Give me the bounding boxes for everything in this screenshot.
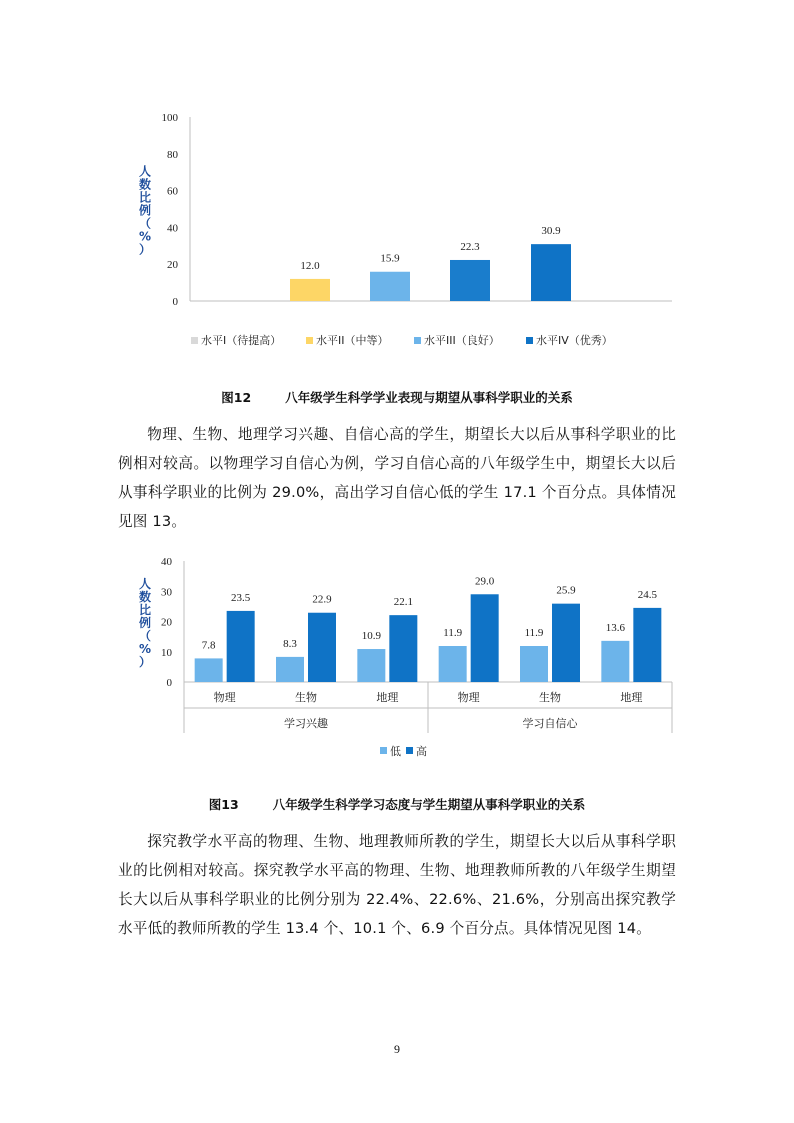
y-axis-label-char: 比 xyxy=(138,603,152,617)
bar xyxy=(195,658,223,682)
legend-item xyxy=(380,745,401,758)
y-axis-label-char: % xyxy=(138,229,152,244)
y-tick-label: 100 xyxy=(161,112,178,124)
y-axis-label-char: 人 xyxy=(138,164,152,179)
bar-value-label: 29.0 xyxy=(475,575,495,588)
legend xyxy=(191,333,613,347)
bar xyxy=(531,244,571,301)
x-tick-label: 地理 xyxy=(620,691,643,704)
legend-swatch xyxy=(306,337,313,344)
bar-value-label: 13.6 xyxy=(605,621,625,634)
legend-item xyxy=(406,744,427,758)
x-tick-label: 物理 xyxy=(457,691,480,704)
x-tick-label: 地理 xyxy=(376,691,399,704)
legend-label: 水平II（中等） xyxy=(316,334,389,347)
bar xyxy=(439,646,467,682)
legend-item xyxy=(191,333,281,347)
y-axis-label-char: ） xyxy=(138,242,152,257)
bar xyxy=(450,260,490,301)
figure13-title: 八年级学生科学学习态度与学生期望从事科学职业的关系 xyxy=(272,797,586,812)
bar-value-label: 10.9 xyxy=(361,630,381,643)
bar xyxy=(357,649,385,682)
bar-value-label: 25.9 xyxy=(556,584,576,597)
figure12-title: 八年级学生科学学业表现与期望从事科学职业的关系 xyxy=(285,390,573,405)
y-tick-label: 0 xyxy=(172,296,178,308)
bar xyxy=(633,608,661,682)
y-tick-label: 0 xyxy=(166,677,172,689)
figure13-number: 图13 xyxy=(208,797,239,812)
x-tick-label: 生物 xyxy=(295,691,317,704)
y-axis-label-char: 例 xyxy=(138,616,152,630)
figure12-number: 图12 xyxy=(221,390,252,405)
legend-label: 低 xyxy=(390,745,401,758)
bar-value-label: 30.9 xyxy=(541,225,561,238)
legend-item xyxy=(306,333,389,347)
legend-item xyxy=(526,333,613,347)
bar xyxy=(520,646,548,682)
y-tick-label: 40 xyxy=(167,222,178,235)
bar-value-label: 7.8 xyxy=(201,639,216,652)
x-group-label: 学习兴趣 xyxy=(284,717,328,730)
figure12-caption xyxy=(0,388,794,406)
bar xyxy=(601,641,629,682)
bar-value-label: 22.9 xyxy=(312,593,332,606)
legend-swatch xyxy=(526,337,533,344)
x-tick-label: 物理 xyxy=(213,691,236,704)
paragraph-1: 物理、生物、地理学习兴趣、自信心高的学生，期望长大以后从事科学职业的比例相对较高。以物理学习自信心为例，学习自信心高的八年级学生中，期望长大以后从事科学职业的比例为 29.0%，高出学习自信心低的学生 17.1 个百分点。具体情况见图 13。 xyxy=(118,426,676,530)
legend-label: 水平III（良好） xyxy=(424,334,500,347)
figure12-chart xyxy=(0,100,794,365)
bar-value-label: 24.5 xyxy=(637,588,657,601)
y-axis-label-char: 数 xyxy=(138,590,152,604)
legend-swatch xyxy=(380,747,387,754)
bar-value-label: 22.1 xyxy=(393,596,413,609)
bar-value-label: 8.3 xyxy=(283,637,297,650)
paragraph-2: 探究教学水平高的物理、生物、地理教师所教的学生，期望长大以后从事科学职业的比例相对较高。探究教学水平高的物理、生物、地理教师所教的八年级学生期望长大以后从事科学职业的比例分别为 22.4%、22.6%、21.6%，分别高出探究教学水平低的教师所教的学生 13.4 个、10.1 个、6.9 个百分点。具体情况见图 14。 xyxy=(118,833,676,937)
y-tick-label: 60 xyxy=(167,185,178,198)
y-axis-label-char: （ xyxy=(138,629,152,643)
figure13-chart xyxy=(0,545,794,770)
y-tick-label: 20 xyxy=(161,616,172,629)
x-tick-label: 生物 xyxy=(539,691,561,704)
bar-value-label: 11.9 xyxy=(524,627,544,640)
page-number: 9 xyxy=(394,1042,400,1056)
y-axis-label-char: 人 xyxy=(138,577,152,591)
legend-swatch xyxy=(191,337,198,344)
bar xyxy=(290,279,330,301)
legend xyxy=(380,744,427,758)
bar xyxy=(552,604,580,682)
legend-swatch xyxy=(406,747,413,754)
bar xyxy=(389,615,417,682)
y-tick-label: 10 xyxy=(161,646,172,659)
bar xyxy=(276,657,304,682)
legend-label: 高 xyxy=(416,745,427,758)
y-axis-label-char: （ xyxy=(138,216,152,231)
y-tick-label: 30 xyxy=(161,586,172,599)
y-tick-label: 80 xyxy=(167,148,178,161)
bar xyxy=(370,272,410,301)
bar-value-label: 15.9 xyxy=(380,252,400,265)
y-axis-label-char: % xyxy=(138,642,152,656)
bar xyxy=(308,613,336,682)
y-axis-label xyxy=(139,165,151,257)
bar xyxy=(471,594,499,682)
y-axis-label-char: ） xyxy=(138,655,152,669)
bar-value-label: 23.5 xyxy=(231,591,251,604)
x-group-label: 学习自信心 xyxy=(522,717,578,730)
legend-label: 水平I（待提高） xyxy=(201,334,282,347)
y-axis-label-char: 数 xyxy=(138,177,152,192)
legend-label: 水平IV（优秀） xyxy=(536,334,613,347)
bar xyxy=(227,611,255,682)
figure13-caption xyxy=(0,795,794,813)
y-tick-label: 40 xyxy=(161,556,172,568)
y-axis-label-char: 比 xyxy=(138,190,152,205)
y-axis-label xyxy=(139,577,151,669)
y-axis-label-char: 例 xyxy=(138,203,152,218)
bar-value-label: 12.0 xyxy=(300,259,320,272)
bar-value-label: 11.9 xyxy=(443,627,463,640)
legend-swatch xyxy=(414,337,421,344)
y-tick-label: 20 xyxy=(167,259,178,272)
legend-item xyxy=(414,333,500,347)
bar-value-label: 22.3 xyxy=(460,240,480,253)
